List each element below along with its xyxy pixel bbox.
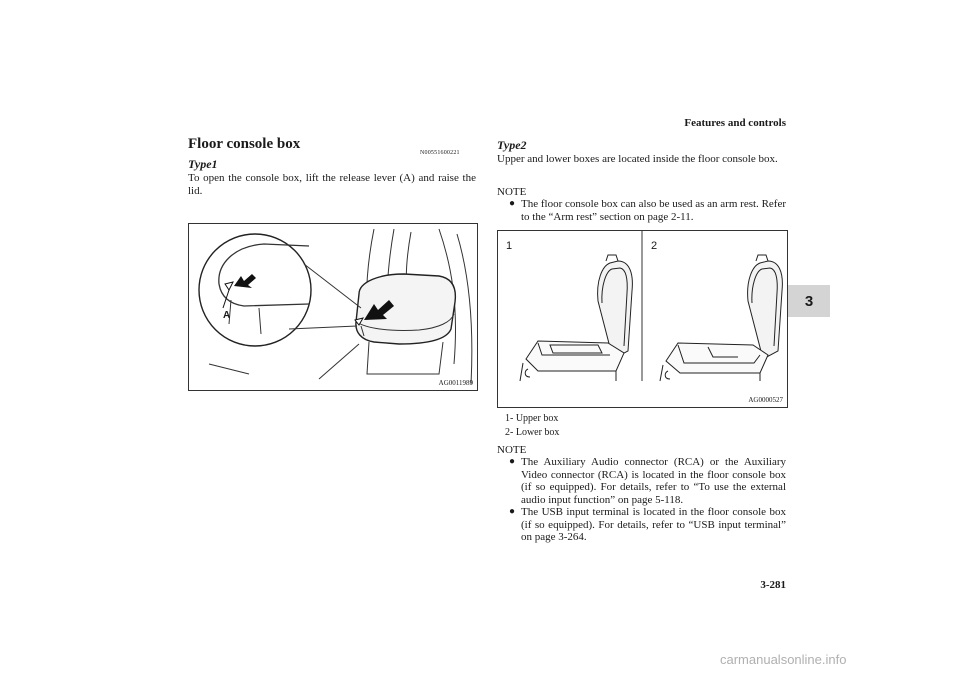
watermark[interactable]: carmanualsonline.info (720, 652, 847, 667)
page-number: 3-281 (760, 579, 786, 591)
running-header: Features and controls (684, 117, 786, 129)
type2-text: Upper and lower boxes are located inside the floor console box. (497, 153, 778, 165)
note-label: NOTE (497, 186, 527, 198)
bullet-icon: ● (509, 198, 516, 209)
note-bullet: ● The Auxiliary Audio connector (RCA) or the Auxiliary Video connector (RCA) is located in the floor console box (if so equipped). For details, refer to “To use the external audio input function” on page 5-118. (509, 456, 786, 506)
type1-heading: Type1 (188, 157, 218, 171)
bullet-icon: ● (509, 506, 516, 517)
section-title: Floor console box (188, 136, 301, 152)
section-code: N00551600221 (420, 150, 460, 156)
upper-lower-box-figure (497, 230, 788, 408)
console-box-illustration (189, 224, 477, 390)
bullet-icon: ● (509, 456, 516, 467)
legend-item: 1- Upper box (505, 413, 559, 424)
type1-text: To open the console box, lift the release lever (A) and raise the lid. (188, 172, 476, 197)
chapter-tab: 3 (788, 285, 830, 317)
upper-lower-box-illustration (498, 231, 787, 407)
note-list (509, 456, 786, 544)
legend-item: 2- Lower box (505, 427, 560, 438)
figure-legend (505, 412, 559, 440)
note-list (509, 198, 786, 223)
note-label: NOTE (497, 444, 527, 456)
figure-code: AG0000527 (748, 396, 783, 404)
panel-label-1: 1 (506, 240, 513, 252)
note-bullet: ● The USB input terminal is located in the floor console box (if so equipped). For details, refer to “USB input terminal” on page 3-264. (509, 506, 786, 543)
console-box-figure (188, 223, 478, 391)
figure-code: AG0011989 (438, 379, 473, 387)
type2-heading: Type2 (497, 138, 527, 152)
lever-label-a: A (223, 310, 231, 321)
note-bullet: ● The floor console box can also be used as an arm rest. Refer to the “Arm rest” section on page 2-11. (509, 198, 786, 223)
panel-label-2: 2 (651, 240, 658, 252)
